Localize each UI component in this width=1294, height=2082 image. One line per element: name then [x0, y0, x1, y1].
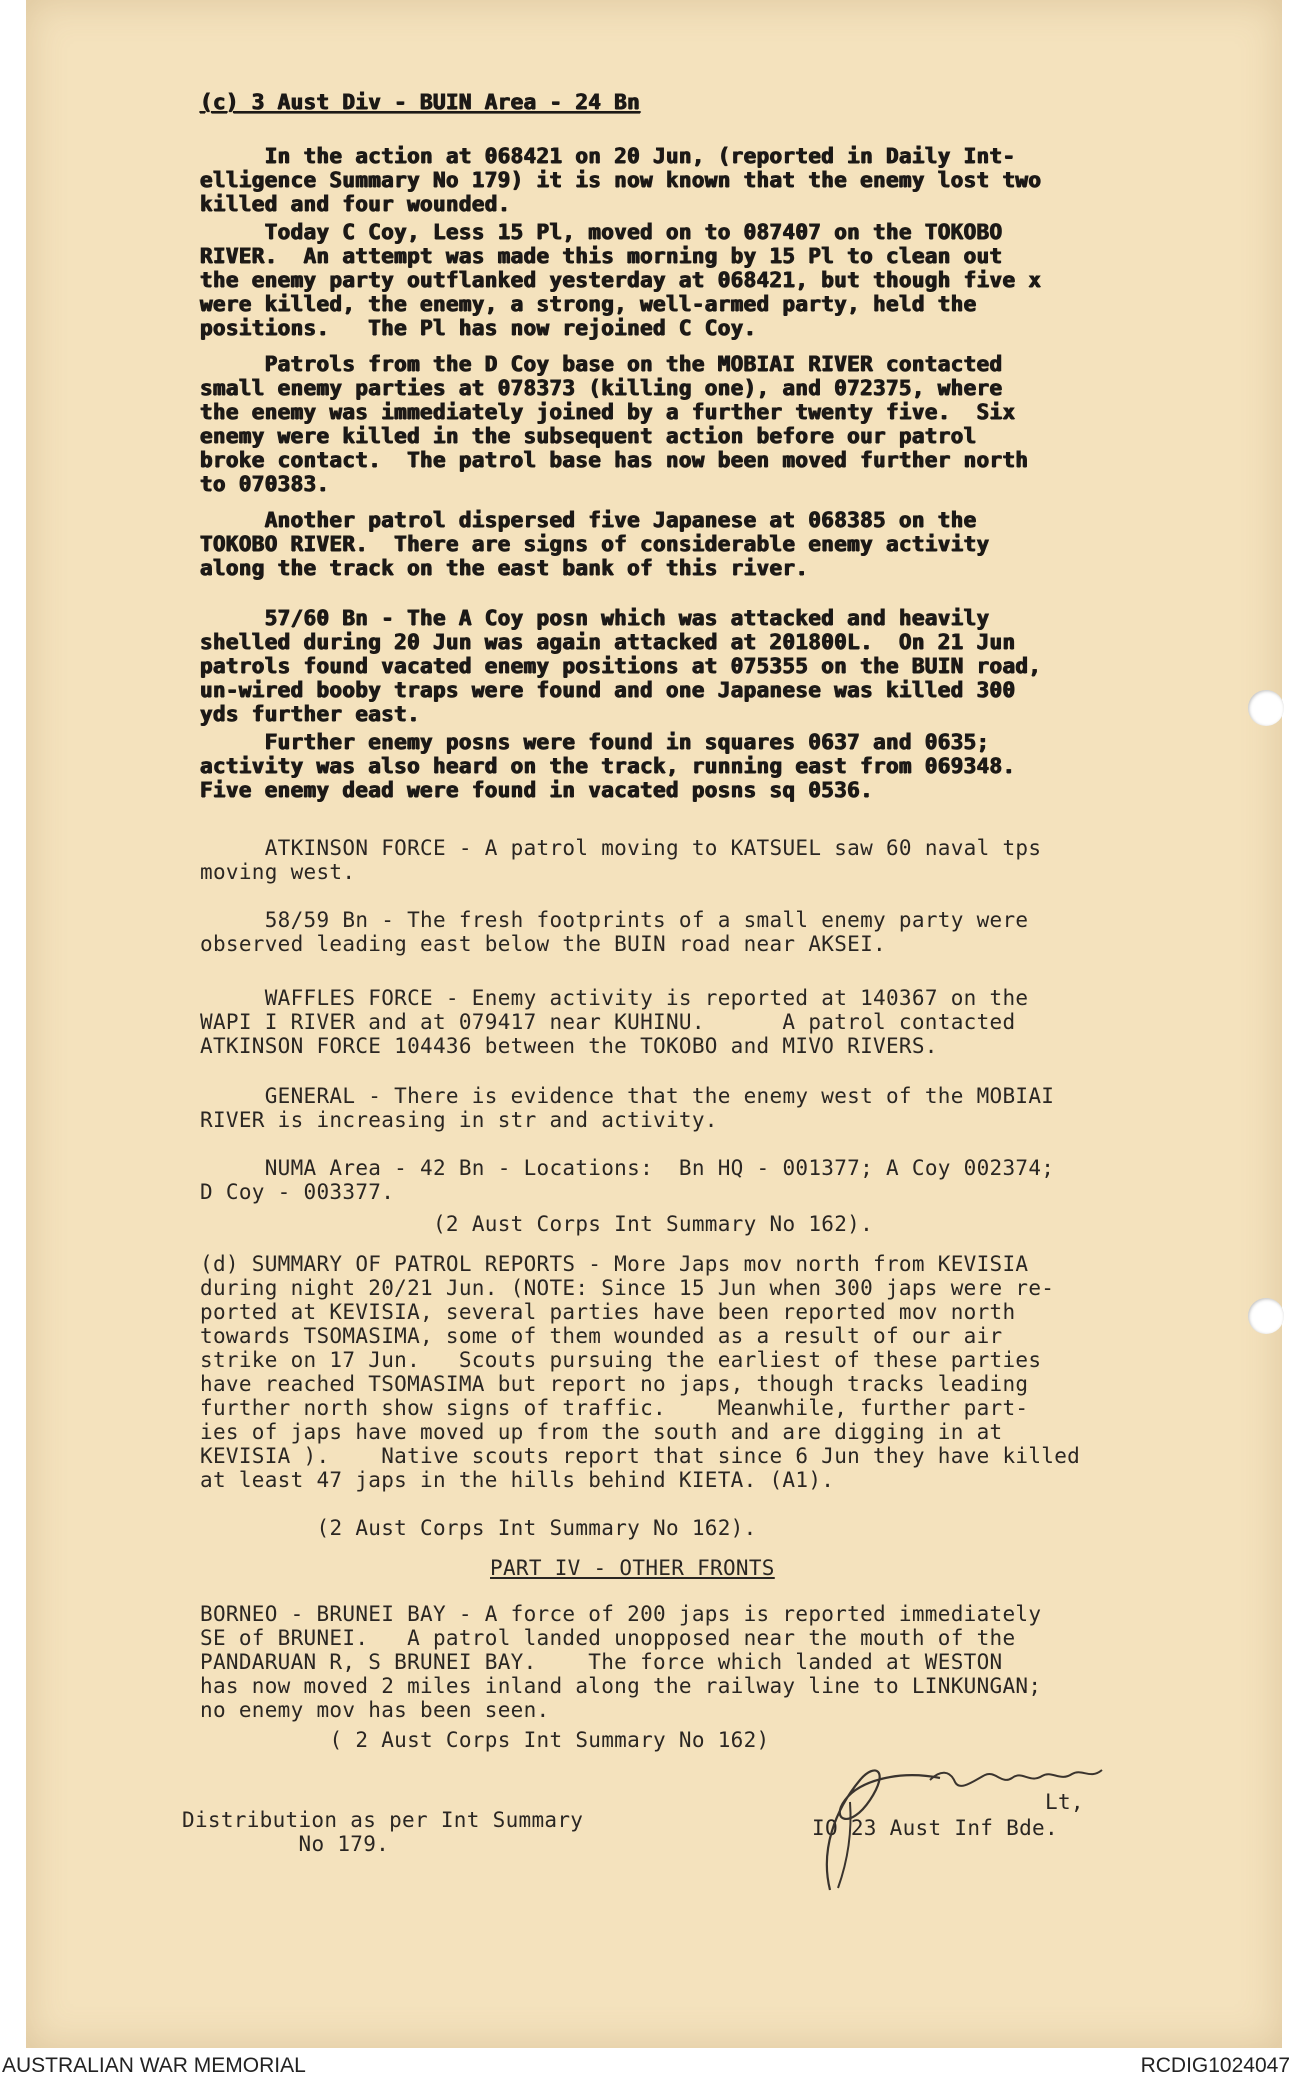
paragraph: WAFFLES FORCE - Enemy activity is reported at 140367 on the WAPI I RIVER and at 079417 near KUHINU. A patrol contacted ATKINSON FORCE 104436 between the TOKOBO and MIVO RIVERS.: [200, 986, 1029, 1058]
paragraph: Another patrol dispersed five Japanese at 068385 on the TOKOBO RIVER. There are signs of considerable enemy activity along the track on the east bank of this river.: [200, 508, 990, 580]
paragraph: In the action at 068421 on 20 Jun, (reported in Daily Int- elligence Summary No 179) it is now known that the enemy lost two killed and four wounded.: [200, 144, 1042, 216]
paragraph: NUMA Area - 42 Bn - Locations: Bn HQ - 001377; A Coy 002374; D Coy - 003377.: [200, 1156, 1055, 1204]
distribution-line: Distribution as per Int Summary: [182, 1808, 584, 1832]
footer-record-id: RCDIG1024047: [1140, 2054, 1290, 2077]
paragraph: 58/59 Bn - The fresh footprints of a small enemy party were observed leading east below the BUIN road near AKSEI.: [200, 908, 1029, 956]
source-reference: (2 Aust Corps Int Summary No 162).: [200, 1516, 757, 1540]
paragraph: ATKINSON FORCE - A patrol moving to KATSUEL saw 60 naval tps moving west.: [200, 836, 1042, 884]
punch-hole: [1248, 690, 1284, 726]
paragraph: Patrols from the D Coy base on the MOBIAI RIVER contacted small enemy parties at 078373 (killing one), and 072375, where the enemy was immediately joined by a further twenty five. Six enemy were killed in the subsequent action before our patrol broke contact. The patrol base has now been moved further north to 070383.: [200, 352, 1029, 496]
paragraph: 57/60 Bn - The A Coy posn which was attacked and heavily shelled during 20 Jun was again attacked at 201800L. On 21 Jun patrols found vacated enemy positions at 075355 on the BUIN road, un-wired booby traps were found and one Japanese was killed 300 yds further east.: [200, 606, 1042, 726]
distribution-number: No 179.: [182, 1832, 390, 1856]
part-heading: PART IV - OTHER FRONTS: [490, 1556, 775, 1580]
paragraph: (d) SUMMARY OF PATROL REPORTS - More Japs mov north from KEVISIA during night 20/21 Jun. (NOTE: Since 15 Jun when 300 japs were re- ported at KEVISIA, several parties have been reported mov north towards TSOMASIMA, some of them wounded as a result of our air strike on 17 Jun. Scouts pursuing the earliest of these parties have reached TSOMASIMA but report no japs, though tracks leading further north show signs of traffic. Meanwhile, further part- ies of japs have moved up from the south and are digging in at KEVISIA ). Native scouts report that since 6 Jun they have killed at least 47 japs in the hills behind KIETA. (A1).: [200, 1252, 1081, 1492]
signature-unit: IO 23 Aust Inf Bde.: [812, 1816, 1058, 1840]
paragraph: GENERAL - There is evidence that the enemy west of the MOBIAI RIVER is increasing in str and activity.: [200, 1084, 1055, 1132]
paragraph: BORNEO - BRUNEI BAY - A force of 200 japs is reported immediately SE of BRUNEI. A patrol landed unopposed near the mouth of the PANDARUAN R, S BRUNEI BAY. The force which landed at WESTON has now moved 2 miles inland along the railway line to LINKUNGAN; no enemy mov has been seen.: [200, 1602, 1042, 1722]
paragraph: Today C Coy, Less 15 Pl, moved on to 087407 on the TOKOBO RIVER. An attempt was made this morning by 15 Pl to clean out the enemy party outflanked yesterday at 068421, but though five x were killed, the enemy, a strong, well-armed party, held the positions. The Pl has now rejoined C Coy.: [200, 220, 1042, 340]
paragraph: Further enemy posns were found in squares 0637 and 0635; activity was also heard on the track, running east from 069348. Five enemy dead were found in vacated posns sq 0536.: [200, 730, 1016, 802]
footer: [0, 2052, 1294, 2082]
handwritten-signature: [790, 1740, 1170, 1900]
source-reference: ( 2 Aust Corps Int Summary No 162): [200, 1728, 770, 1752]
punch-hole: [1248, 1298, 1284, 1334]
section-heading: (c) 3 Aust Div - BUIN Area - 24 Bn: [200, 90, 641, 114]
footer-archive-name: AUSTRALIAN WAR MEMORIAL: [2, 2054, 306, 2077]
signature-rank: Lt,: [1045, 1790, 1084, 1814]
source-reference: (2 Aust Corps Int Summary No 162).: [200, 1212, 874, 1236]
